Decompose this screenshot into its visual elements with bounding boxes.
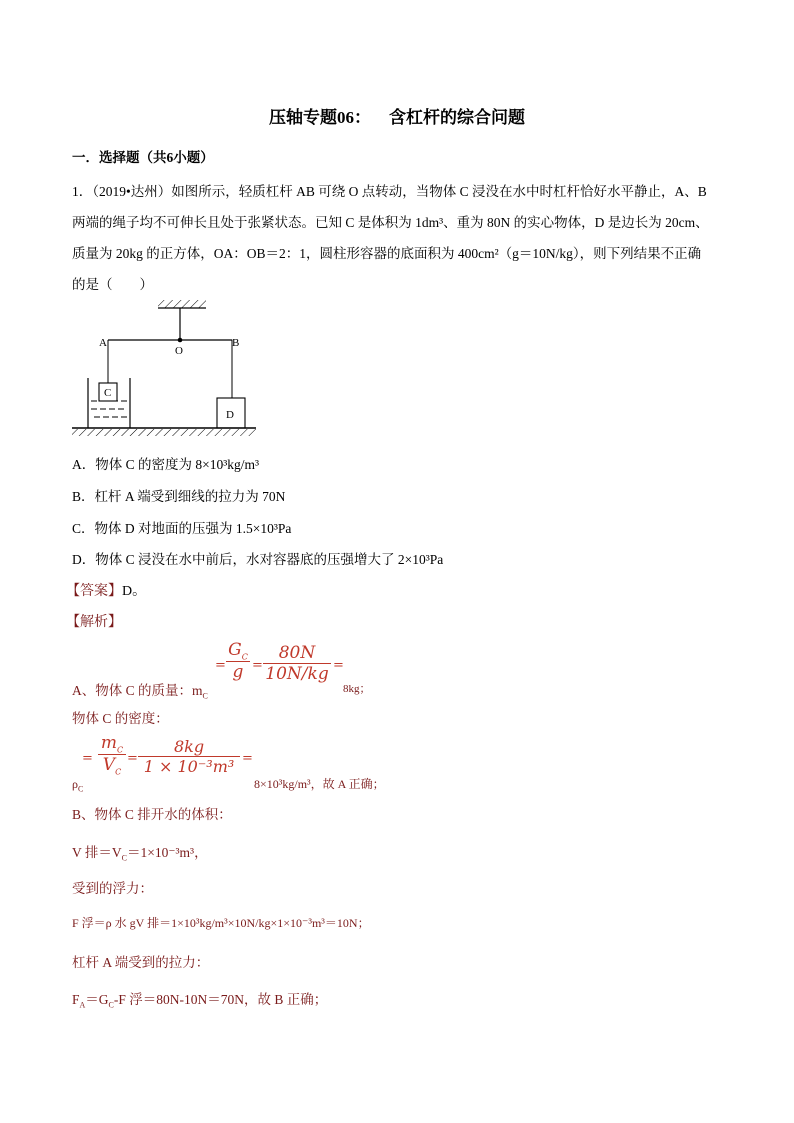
- label-o: O: [175, 345, 183, 357]
- water: [91, 401, 127, 417]
- label-c: C: [104, 387, 112, 399]
- pull-line: $F_A=G_C-F$ 浮＝80N-10N＝70N，故 B 正确；: [72, 992, 328, 1010]
- density-fraction-2: 8kg 1 × 10⁻³m³: [138, 737, 240, 776]
- question-line-1: 1．（2019•达州）如图所示，轻质杠杆 AB 可绕 O 点转动，当物体 C 浸没在水中时杠杆恰好水平静止，A、B: [72, 184, 707, 199]
- rho-prefix: $\rho_C$: [72, 777, 84, 794]
- mass-fraction-2: 80N 10N/kg: [263, 643, 331, 684]
- label-a: A: [99, 337, 107, 349]
- option-d: D．物体 C 浸没在水中前后，水对容器底的压强增大了 2×10³Pa: [72, 552, 444, 567]
- buoyancy-label: 受到的浮力：: [72, 881, 153, 896]
- title-part-2: 含杠杆的综合问题: [389, 108, 525, 127]
- ground-hatch: [72, 429, 256, 436]
- analysis-label: 【解析】: [66, 615, 122, 630]
- page-title: [0, 103, 794, 128]
- question-line-3: 质量为 20kg 的正方体，OA：OB＝2：1，圆柱形容器的底面积为 400cm²（g＝10N/kg），则下列结果不正确: [72, 246, 702, 261]
- mass-prefix-text: A、物体 C 的质量：m: [72, 683, 203, 698]
- answer-bracket: 【答案】: [66, 584, 122, 599]
- label-d: D: [226, 409, 234, 421]
- answer-value: D。: [122, 584, 147, 599]
- question-line-2: 两端的绳子均不可伸长且处于张紧状态。已知 C 是体积为 1dm³、重为 80N 的实心物体，D 是边长为 20cm、: [72, 215, 709, 230]
- mass-prefix-sub: C: [202, 691, 208, 701]
- mass-fraction-1: $G_C$ g: [226, 640, 250, 682]
- density-fraction-1: $m_C$ $V_C$: [98, 733, 126, 777]
- option-c: C．物体 D 对地面的压强为 1.5×10³Pa: [72, 521, 292, 536]
- pivot-point: [178, 338, 183, 343]
- question-line-4: 的是（ ）: [72, 277, 153, 292]
- lever-diagram: [66, 296, 266, 441]
- mass-result: 8kg；: [343, 683, 371, 695]
- option-b: B．杠杆 A 端受到细线的拉力为 70N: [72, 489, 286, 504]
- v-line: V 排$=V_C=1\times 10^{-3}m^3$，: [72, 845, 208, 863]
- option-a: A．物体 C 的密度为 8×10³kg/m³: [72, 457, 260, 472]
- density-result: 8×10³kg/m³，故 A 正确；: [254, 777, 385, 791]
- title-part-1: 压轴专题06：: [269, 108, 371, 127]
- mass-prefix: [72, 679, 208, 701]
- b-line: B、物体 C 排开水的体积：: [72, 807, 232, 822]
- section-heading: 一．选择题（共6小题）: [72, 150, 214, 165]
- pull-label: 杠杆 A 端受到的拉力：: [72, 955, 210, 970]
- density-label: 物体 C 的密度：: [72, 711, 169, 726]
- answer-line: [66, 580, 146, 600]
- ceiling-hatch: [158, 300, 206, 308]
- buoyancy-line: F 浮＝ρ 水 gV 排＝1×10³kg/m³×10N/kg×1×10⁻³m³＝10N；: [72, 916, 370, 930]
- label-b: B: [232, 337, 240, 349]
